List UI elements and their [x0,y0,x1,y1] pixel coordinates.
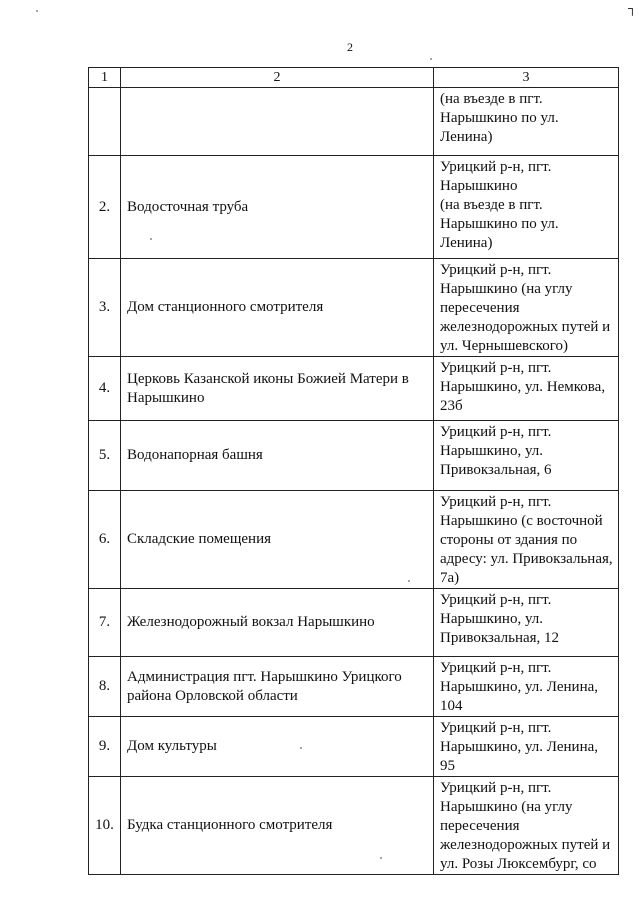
row-number: 4. [89,357,121,421]
row-number: 9. [89,717,121,777]
object-address: Урицкий р-н, пгт. Нарышкино (с восточной стороны от здания по адресу: ул. Привокзальная, 7а) [434,491,619,589]
object-name: Администрация пгт. Нарышкино Урицкого района Орловской области [121,657,434,717]
object-address: Урицкий р-н, пгт. Нарышкино, ул. Немкова, 23б [434,357,619,421]
object-address: Урицкий р-н, пгт. Нарышкино (на углу пересечения железнодорожных путей и ул. Розы Люксембург, со [434,777,619,875]
row-number: 5. [89,421,121,491]
objects-table [88,67,619,875]
scan-speck [36,10,38,12]
row-number: 2. [89,156,121,259]
column-header: 2 [121,68,434,88]
column-header: 3 [434,68,619,88]
row-number: 6. [89,491,121,589]
object-name: Церковь Казанской иконы Божией Матери в Нарышкино [121,357,434,421]
row-number: 7. [89,589,121,657]
scan-speck [430,58,432,60]
object-name: Водонапорная башня [121,421,434,491]
object-name: Железнодорожный вокзал Нарышкино [121,589,434,657]
page-number: 2 [347,40,353,54]
table-row [89,88,619,156]
table-row [89,259,619,357]
object-name: Складские помещения [121,491,434,589]
table-row [89,156,619,259]
object-name: Водосточная труба [121,156,434,259]
row-number: 10. [89,777,121,875]
object-address: Урицкий р-н, пгт. Нарышкино (на углу пересечения железнодорожных путей и ул. Чернышевского) [434,259,619,357]
column-header: 1 [89,68,121,88]
table-row [89,657,619,717]
object-address: Урицкий р-н, пгт. Нарышкино, ул. Привокзальная, 6 [434,421,619,491]
table-row [89,421,619,491]
object-address: Урицкий р-н, пгт. Нарышкино, ул. Ленина, 104 [434,657,619,717]
table-row [89,589,619,657]
table-row [89,777,619,875]
object-address: (на въезде в пгт. Нарышкино по ул. Ленина) [434,88,619,156]
row-number: 3. [89,259,121,357]
row-number: 8. [89,657,121,717]
table-row [89,491,619,589]
table-row [89,717,619,777]
row-number [89,88,121,156]
object-address: Урицкий р-н, пгт. Нарышкино, ул. Ленина, 95 [434,717,619,777]
table-row [89,357,619,421]
object-name: Дом культуры [121,717,434,777]
table-header-row [89,68,619,88]
object-address: Урицкий р-н, пгт. Нарышкино, ул. Привокзальная, 12 [434,589,619,657]
object-name [121,88,434,156]
object-name: Будка станционного смотрителя [121,777,434,875]
corner-mark: ┐ [628,1,637,15]
object-name: Дом станционного смотрителя [121,259,434,357]
object-address: Урицкий р-н, пгт. Нарышкино (на въезде в пгт. Нарышкино по ул. Ленина) [434,156,619,259]
